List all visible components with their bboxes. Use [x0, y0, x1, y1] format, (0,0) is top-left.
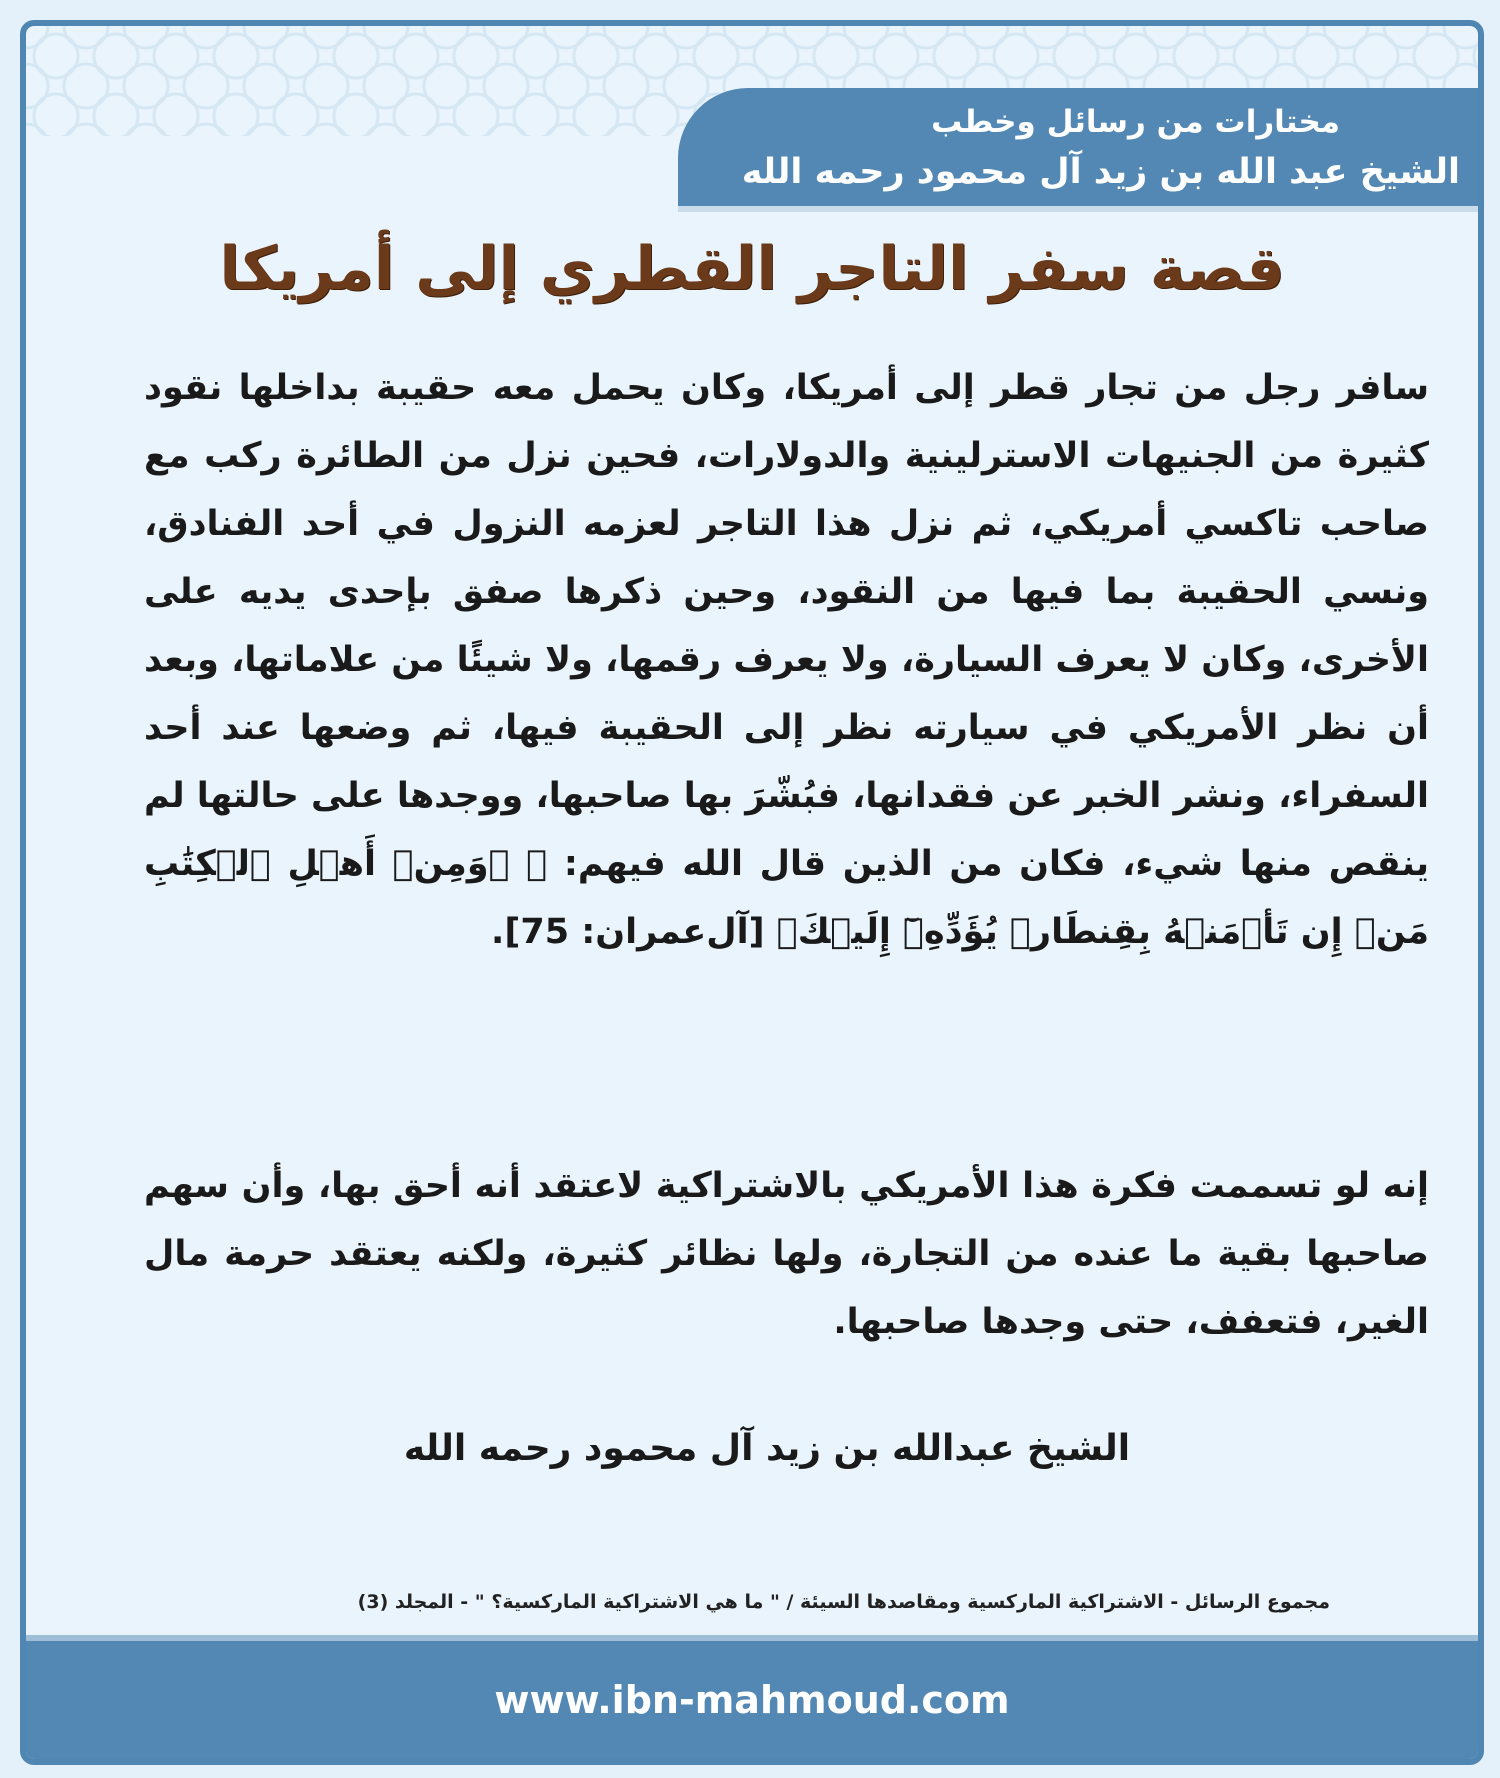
body-paragraph-2: إنه لو تسممت فكرة هذا الأمريكي بالاشتراكية لاعتقد أنه أحق بها، وأن سهم صاحبها بقية ما عنده من التجارة، ولها نظائر كثيرة، ولكنه يعتقد حرمة مال الغير، فتعفف، حتى وجدها صاحبها.	[144, 1166, 1429, 1342]
signature: الشيخ عبدالله بن زيد آل محمود رحمه الله	[403, 1428, 1131, 1469]
website-link[interactable]: www.ibn-mahmoud.com	[494, 1678, 1010, 1722]
page-title: قصة سفر التاجر القطري إلى أمريكا	[219, 234, 1285, 304]
header-series-title: مختارات من رسائل وخطب	[931, 104, 1340, 140]
page-frame	[20, 20, 1484, 1765]
source-citation: مجموع الرسائل - الاشتراكية الماركسية ومقاصدها السيئة / " ما هي الاشتراكية الماركسية؟ " - المجلد (3)	[357, 1591, 1330, 1613]
header-author-name: الشيخ عبد الله بن زيد آل محمود رحمه الله	[741, 152, 1460, 192]
footer-bar	[26, 1635, 1478, 1759]
header-banner	[678, 88, 1478, 206]
body-paragraph-1: سافر رجل من تجار قطر إلى أمريكا، وكان يحمل معه حقيبة بداخلها نقود كثيرة من الجنيهات الاسترلينية والدولارات، فحين نزل من الطائرة ركب مع صاحب تاكسي أمريكي، ثم نزل هذا التاجر لعزمه النزول في أحد الفنادق، ونسي الحقيبة بما فيها من النقود، وحين ذكرها صفق بإحدى يديه على الأخرى، وكان لا يعرف السيارة، ولا يعرف رقمها، ولا شيئًا من علاماتها، وبعد أن نظر الأمريكي في سيارته نظر إلى الحقيبة فيها، ثم وضعها عند أحد السفراء، ونشر الخبر عن فقدانها، فبُشّرَ بها صاحبها، ووجدها على حالتها لم ينقص منها شيء، فكان من الذين قال الله فيهم: ﴿ ۞وَمِنۡ أَهۡلِ ٱلۡكِتَٰبِ مَنۡ إِن تَأۡمَنۡهُ بِقِنطَارٖ يُؤَدِّهِۦٓ إِلَيۡكَ﴾ [آل‌عمران: 75].	[144, 368, 1429, 952]
